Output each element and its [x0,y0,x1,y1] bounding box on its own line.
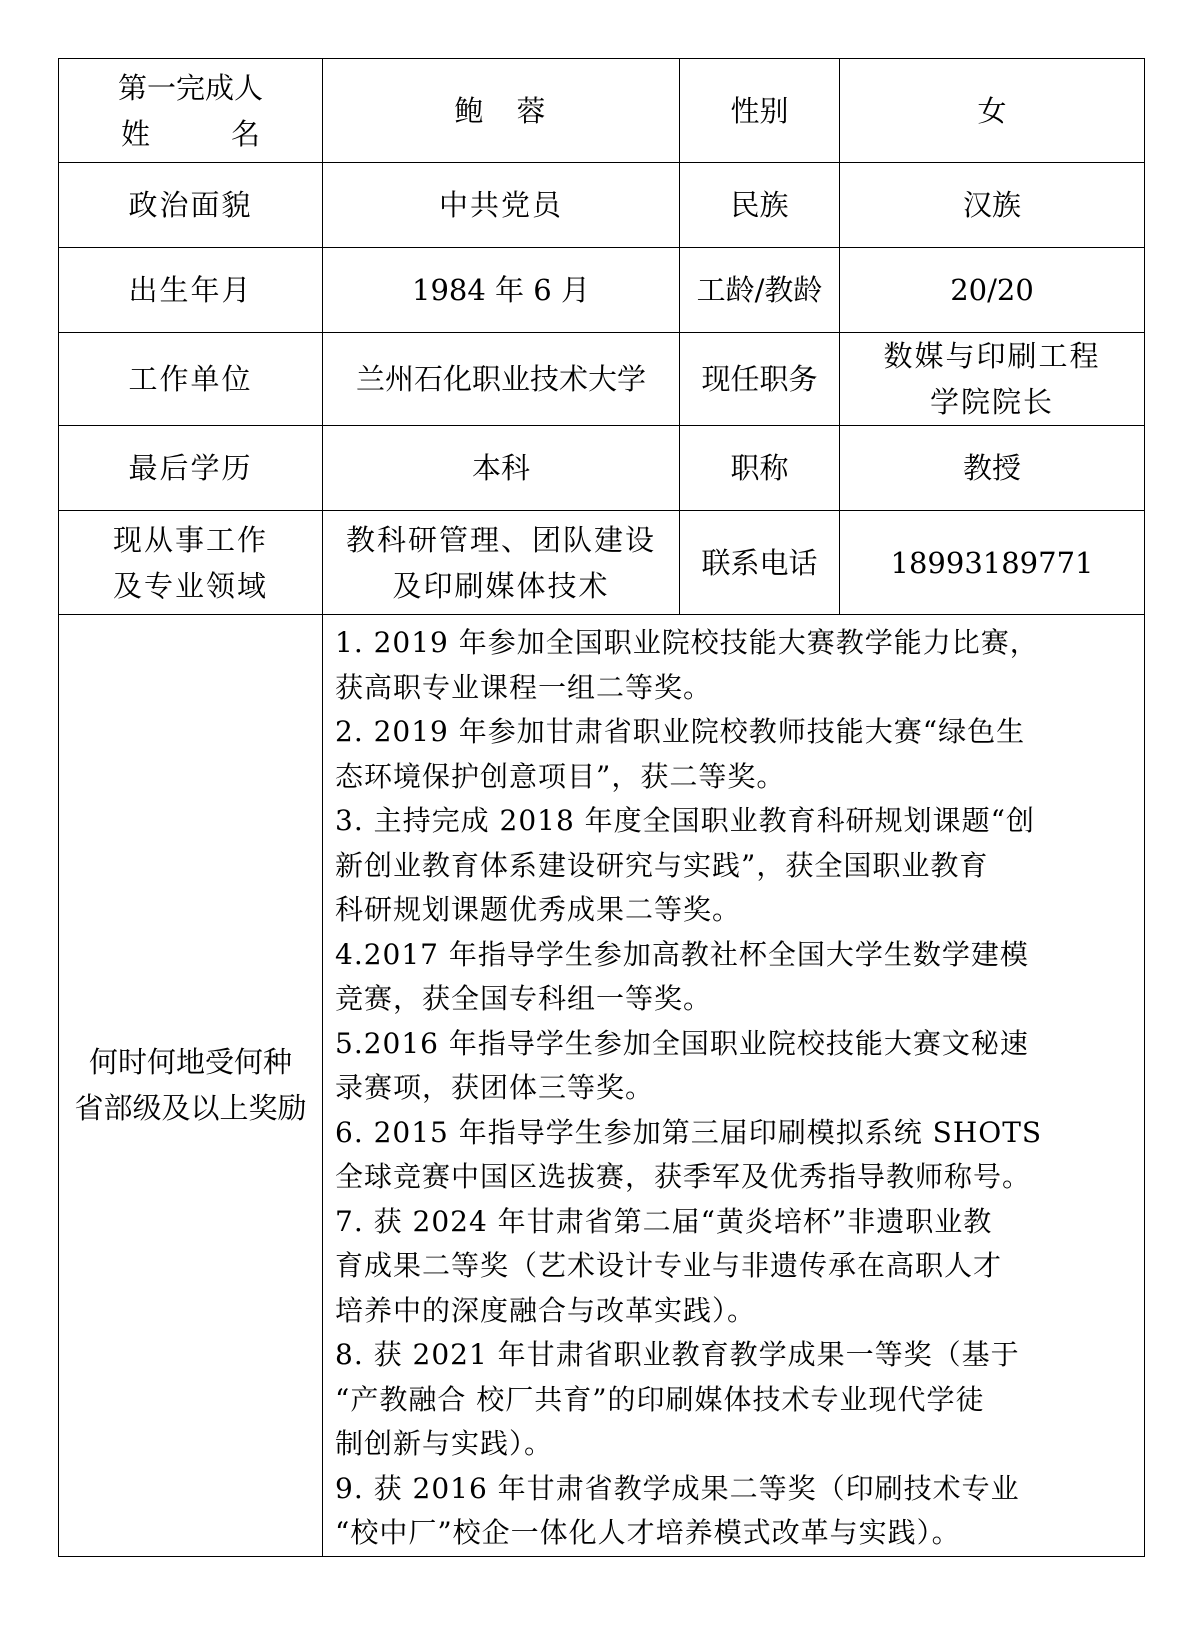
award-line: 科研规划课题优秀成果二等奖。 [335,893,742,926]
value-work-field [323,511,680,615]
label-political-status: 政治面貌 [59,163,323,248]
label-phone: 联系电话 [680,511,840,615]
field-line: 教科研管理、团队建设 [345,522,656,557]
award-line: 2. 2019 年参加甘肃省职业院校教师技能大赛“绿色生 [335,715,1026,748]
label-work-field [59,511,323,615]
form-row-awards [59,615,1145,1557]
form-row-name [59,59,1145,163]
position-line: 学院院长 [929,385,1054,419]
award-line: “产教融合 校厂共育”的印刷媒体技术专业现代学徒 [335,1382,985,1416]
field-line: 及印刷媒体技术 [392,568,610,603]
form-row-political [59,163,1145,248]
label-birth-date: 出生年月 [59,248,323,333]
label-gender: 性别 [680,59,840,163]
position-line: 数媒与印刷工程 [883,339,1101,373]
label-first-completer-name [59,59,323,163]
award-line: 态环境保护创意项目”，获二等奖。 [335,759,786,793]
label-current-position: 现任职务 [680,333,840,426]
label-title: 职称 [680,426,840,511]
form-row-employer [59,333,1145,426]
value-title: 教授 [840,426,1145,511]
award-line: 5.2016 年指导学生参加全国职业院校技能大赛文秘速 [335,1026,1029,1060]
value-political-status: 中共党员 [323,163,680,248]
label-line: 第一完成人 [117,70,263,105]
nomination-form-table [58,58,1145,1557]
label-line: 现从事工作 [112,522,268,557]
award-line: “校中厂”校企一体化人才培养模式改革与实践）。 [335,1516,961,1549]
value-work-years: 20/20 [840,248,1145,333]
award-line: 8. 获 2021 年甘肃省职业教育教学成果一等奖（基于 [335,1338,1020,1371]
label-employer: 工作单位 [59,333,323,426]
value-current-position [840,333,1145,426]
label-education: 最后学历 [59,426,323,511]
label-ethnicity: 民族 [680,163,840,248]
label-line [59,111,322,157]
form-row-birth [59,248,1145,333]
award-line: 1. 2019 年参加全国职业院校技能大赛教学能力比赛， [335,626,1039,659]
value-employer: 兰州石化职业技术大学 [323,333,680,426]
award-line: 制创新与实践）。 [335,1427,554,1460]
value-birth-date: 1984 年 6 月 [323,248,680,333]
label-work-years: 工龄/教龄 [680,248,840,333]
form-row-education [59,426,1145,511]
value-ethnicity: 汉族 [840,163,1145,248]
award-line: 新创业教育体系建设研究与实践”，获全国职业教育 [335,848,989,882]
award-line: 培养中的深度融合与改革实践）。 [335,1293,757,1327]
label-line: 及专业领域 [112,568,268,603]
award-line: 育成果二等奖（艺术设计专业与非遗传承在高职人才 [335,1249,1003,1282]
award-line: 录赛项，获团体三等奖。 [335,1071,655,1104]
label-awards [59,615,323,1557]
award-line: 4.2017 年指导学生参加高教社杯全国大学生数学建模 [335,937,1029,971]
label-line: 省部级及以上奖励 [74,1091,307,1126]
award-line: 全球竞赛中国区选拔赛，获季军及优秀指导教师称号。 [335,1160,1032,1193]
label-char: 名 [230,116,260,151]
value-education: 本科 [323,426,680,511]
award-line: 6. 2015 年指导学生参加第三届印刷模拟系统 SHOTS [335,1115,1043,1149]
awards-list [323,615,1145,1557]
value-gender: 女 [840,59,1145,163]
label-line: 何时何地受何种 [88,1045,292,1080]
award-line: 竞赛，获全国专科组一等奖。 [335,982,713,1015]
award-line: 3. 主持完成 2018 年度全国职业教育科研规划课题“创 [335,804,1035,837]
award-line: 7. 获 2024 年甘肃省第二届“黄炎培杯”非遗职业教 [335,1204,993,1238]
value-phone: 18993189771 [840,511,1145,615]
label-char: 姓 [121,116,151,151]
award-line: 9. 获 2016 年甘肃省教学成果二等奖（印刷技术专业 [335,1471,1020,1505]
award-line: 获高职专业课程一组二等奖。 [335,670,713,704]
value-name: 鲍 蓉 [323,59,680,163]
form-row-field [59,511,1145,615]
